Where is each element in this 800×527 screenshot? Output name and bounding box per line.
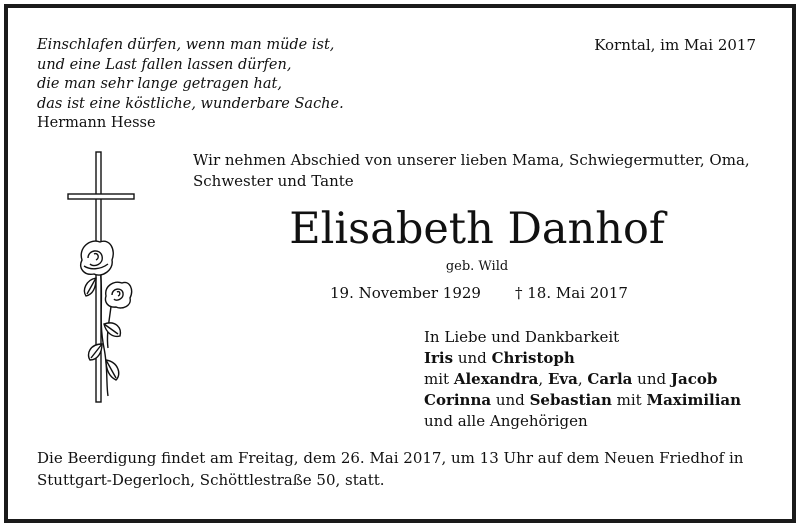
funeral-notice (37, 447, 767, 491)
connector: und (495, 391, 525, 409)
mourners-line (424, 348, 741, 369)
funeral-line: Die Beerdigung findet am Freitag, dem 26. Mai 2017, um 13 Uhr auf dem Neuen Friedhof in (37, 449, 744, 467)
connector: mit (424, 370, 450, 388)
cross-with-roses-icon (60, 148, 142, 408)
poem-author: Hermann Hesse (37, 115, 156, 131)
intro-line: Schwester und Tante (193, 172, 354, 190)
mourner-name: Eva (547, 370, 578, 388)
mourner-name: Alexandra (453, 370, 539, 388)
birth-date: 19. November 1929 (330, 284, 481, 302)
mourner-name: Maximilian (646, 391, 742, 409)
poem (37, 36, 344, 134)
mourner-name: Corinna (424, 391, 492, 409)
intro-text (193, 150, 750, 192)
mourner-name: Iris (424, 349, 454, 367)
poem-line: die man sehr lange getragen hat, (37, 76, 282, 92)
poem-line: und eine Last fallen lassen dürfen, (37, 56, 292, 73)
place-date: Korntal, im Mai 2017 (594, 36, 756, 54)
poem-line: das ist eine köstliche, wunderbare Sache. (37, 95, 344, 112)
mourner-name: Sebastian (529, 391, 612, 409)
mourner-name: Christoph (491, 349, 575, 367)
separator: , (538, 370, 544, 388)
maiden-name: geb. Wild (445, 259, 509, 274)
deceased-name: Elisabeth Danhof (289, 204, 665, 254)
connector: und (637, 370, 667, 388)
poem-line: Einschlafen dürfen, wenn man müde ist, (37, 37, 335, 53)
funeral-line: Stuttgart-Degerloch, Schöttlestraße 50, statt. (37, 471, 385, 489)
mourners-line: und alle Angehörigen (424, 412, 588, 430)
death-date: † 18. Mai 2017 (515, 284, 628, 302)
intro-line: Wir nehmen Abschied von unserer lieben Mama, Schwiegermutter, Oma, (193, 151, 750, 169)
connector: mit (616, 391, 642, 409)
separator: , (577, 370, 583, 388)
mourners-line: In Liebe und Dankbarkeit (424, 328, 620, 346)
mourners (424, 327, 741, 432)
mourners-line (424, 390, 741, 411)
mourner-name: Carla (587, 370, 633, 388)
mourner-name: Jacob (670, 370, 718, 388)
mourners-line (424, 369, 741, 390)
connector: und (457, 349, 487, 367)
